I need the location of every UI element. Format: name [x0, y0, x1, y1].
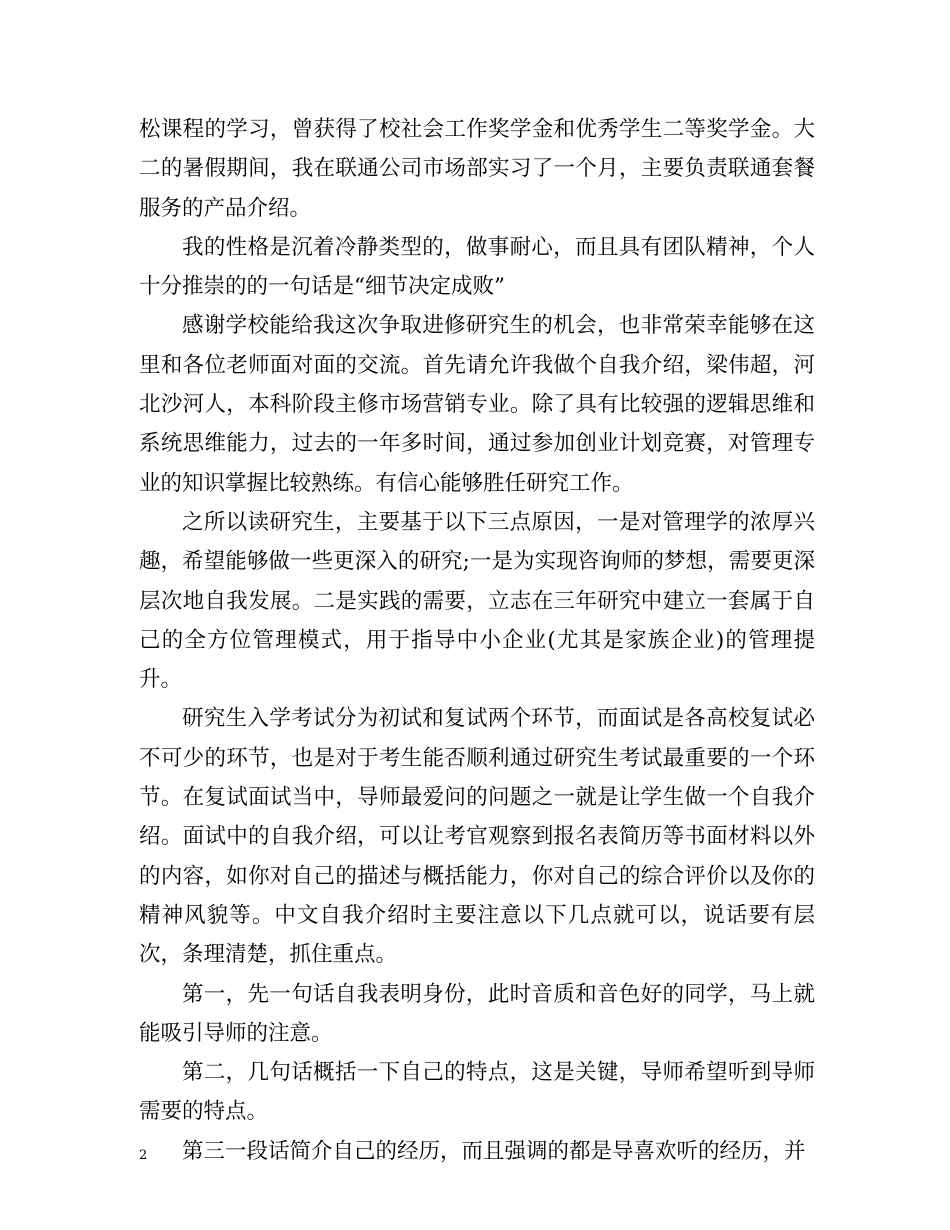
paragraph-point-two: 第二，几句话概括一下自己的特点，这是关键，导师希望听到导师需要的特点。	[139, 1060, 815, 1125]
paragraph-reasons-for-study: 之所以读研究生，主要基于以下三点原因，一是对管理学的浓厚兴趣，希望能够做一些更深入的研究;一是为实现咨询师的梦想，需要更深层次地自我发展。二是实践的需要，立志在三年研究中建立一套属于自己的全方位管理模式，用于指导中小企业(尤其是家族企业)的管理提升。	[139, 509, 815, 693]
document-body	[139, 110, 815, 1171]
page-number: 2	[139, 1148, 148, 1163]
paragraph-point-three: 第三一段话简介自己的经历，而且强调的都是导喜欢听的经历，并	[182, 1138, 806, 1164]
paragraph-personality: 我的性格是沉着冷静类型的，做事耐心，而且具有团队精神，个人十分推崇的的一句话是“细节决定成败”	[139, 234, 815, 300]
paragraph-scholarship-internship: 松课程的学习，曾获得了校社会工作奖学金和优秀学生二等奖学金。大二的暑假期间，我在联通公司市场部实习了一个月，主要负责联通套餐服务的产品介绍。	[139, 117, 815, 221]
paragraph-interview-overview: 研究生入学考试分为初试和复试两个环节，而面试是各高校复试必不可少的环节，也是对于考生能否顺利通过研究生考试最重要的一个环节。在复试面试当中，导师最爱问的问题之一就是让学生做一个自我介绍。面试中的自我介绍，可以让考官观察到报名表简历等书面材料以外的内容，如你对自己的描述与概括能力，你对自己的综合评价以及你的精神风貌等。中文自我介绍时主要注意以下几点就可以，说话要有层次，条理清楚，抓住重点。	[139, 706, 815, 968]
paragraph-point-one: 第一，先一句话自我表明身份，此时音质和音色好的同学，马上就能吸引导师的注意。	[139, 981, 815, 1046]
paragraph-self-introduction: 感谢学校能给我这次争取进修研究生的机会，也非常荣幸能够在这里和各位老师面对面的交流。首先请允许我做个自我介绍，梁伟超，河北沙河人，本科阶段主修市场营销专业。除了具有比较强的逻辑思维和系统思维能力，过去的一年多时间，通过参加创业计划竞赛，对管理专业的知识掌握比较熟练。有信心能够胜任研究工作。	[139, 313, 815, 496]
